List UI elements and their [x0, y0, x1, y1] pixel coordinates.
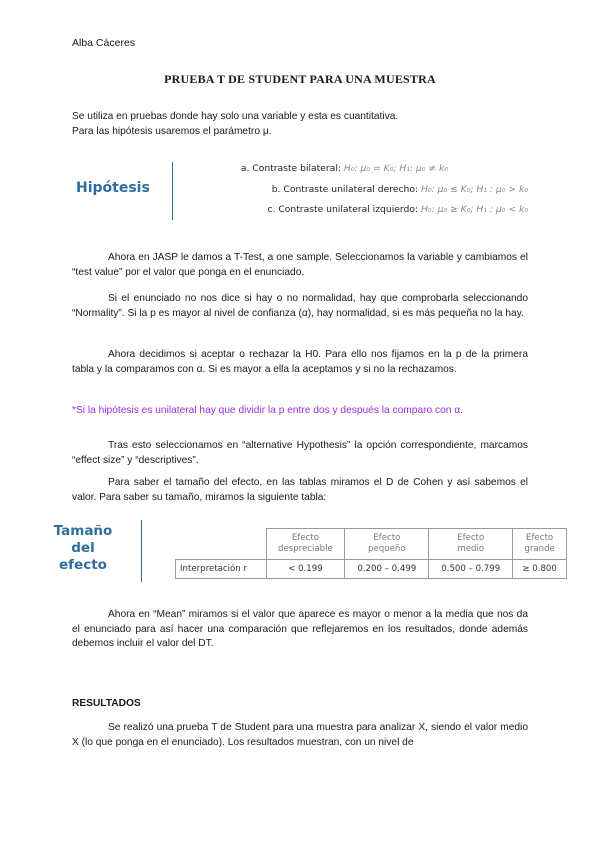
paragraph-effect-size — [72, 476, 528, 505]
effect-value-medium: 0.500 – 0.799 — [429, 560, 513, 579]
intro-line-1: Se utiliza en pruebas donde hay solo una variable y esta es cuantitativa. — [72, 111, 399, 122]
hypothesis-item-c — [267, 204, 528, 215]
hypothesis-item-a — [241, 163, 448, 174]
paragraph-normality-text: Si el enunciado no nos dice si hay o no normalidad, hay que comprobarla seleccionando “Normality”. Si la p es mayor al nivel de confianza (α), hay normalidad, si es más pequeña no la hay. — [72, 293, 528, 319]
hypothesis-formula-b: H₀: μ₀ ≤ K₀; H₁ : μ₀ > k₀ — [421, 184, 528, 195]
paragraph-jasp-text: Ahora en JASP le damos a T-Test, a one sample. Seleccionamos la variable y cambiamos el “test value” por el valor que ponga en el enunciado. — [72, 252, 528, 278]
paragraph-mean — [72, 608, 528, 652]
effect-value-small: 0.200 – 0.499 — [345, 560, 429, 579]
effect-header-small: Efecto pequeño — [345, 529, 429, 560]
document-title: PRUEBA T DE STUDENT PARA UNA MUESTRA — [164, 72, 436, 86]
hypothesis-item-b — [272, 184, 528, 195]
hypothesis-formula-c: H₀: μ₀ ≥ K₀; H₁ : μ₀ < k₀ — [421, 204, 528, 215]
paragraph-results — [72, 721, 528, 750]
effect-header-medium: Efecto medio — [429, 529, 513, 560]
paragraph-h0 — [72, 348, 528, 377]
hypothesis-label: Hipótesis — [76, 180, 150, 196]
hypothesis-box — [72, 160, 528, 222]
hypothesis-prefix-b: b. Contraste unilateral derecho: — [271, 184, 421, 195]
hypothesis-prefix-c: c. Contraste unilateral izquierdo: — [267, 204, 421, 215]
paragraph-mean-text: Ahora en “Mean” miramos si el valor que aparece es mayor o menor a la media que nos da el enunciado para así hacer una comparación que reflejaremos en los resultados, donde además debemos incluir el valor del DT. — [72, 609, 528, 650]
effect-table-header-row — [176, 529, 567, 560]
hypothesis-divider — [172, 162, 173, 220]
effect-size-label-line2: efecto — [59, 557, 107, 573]
unilateral-note: *Si la hipótesis es unilateral hay que dividir la p entre dos y después la comparo con α. — [72, 405, 463, 416]
paragraph-effect-size-text: Para saber el tamaño del efecto, en las tablas miramos el D de Cohen y así sabemos el valor. Para saber su tamaño, miramos la siguiente tabla: — [72, 477, 528, 503]
effect-size-label-line1: Tamaño del — [53, 523, 113, 556]
effect-header-large: Efecto grande — [513, 529, 567, 560]
effect-size-divider — [141, 520, 142, 582]
paragraph-alternative — [72, 439, 528, 468]
effect-size-box — [40, 520, 557, 586]
hypothesis-formula-a: H₀: μ₀ = K₀; H₁: μ₀ ≠ k₀ — [343, 163, 448, 174]
paragraph-results-text: Se realizó una prueba T de Student para una muestra para analizar X, siendo el valor medio X (lo que ponga en el enunciado). Los resultados muestran, con un nivel de — [72, 722, 528, 748]
effect-row-label: Interpretación r — [176, 560, 267, 579]
hypothesis-prefix-a: a. Contraste bilateral: — [240, 163, 344, 174]
paragraph-h0-text: Ahora decidimos si aceptar o rechazar la H0. Para ello nos fijamos en la p de la primera tabla y la comparamos con α. Si es mayor a ella la aceptamos y si no la rechazamos. — [72, 349, 528, 375]
paragraph-normality — [72, 292, 528, 321]
effect-value-large: ≥ 0.800 — [513, 560, 567, 579]
paragraph-alternative-text: Tras esto seleccionamos en “alternative Hypothesis” la opción correspondiente, marcamos “effect size” y “descriptives”. — [72, 440, 528, 466]
paragraph-jasp — [72, 251, 528, 280]
effect-size-table — [175, 528, 567, 579]
intro-block — [72, 109, 398, 139]
results-heading: RESULTADOS — [72, 698, 141, 709]
effect-size-label — [40, 523, 126, 574]
effect-value-negligible: < 0.199 — [266, 560, 345, 579]
effect-header-negligible: Efecto despreciable — [266, 529, 345, 560]
effect-table-row — [176, 560, 567, 579]
intro-line-2: Para las hipótesis usaremos el parámetro μ. — [72, 126, 272, 137]
author-name: Alba Cáceres — [72, 37, 136, 49]
